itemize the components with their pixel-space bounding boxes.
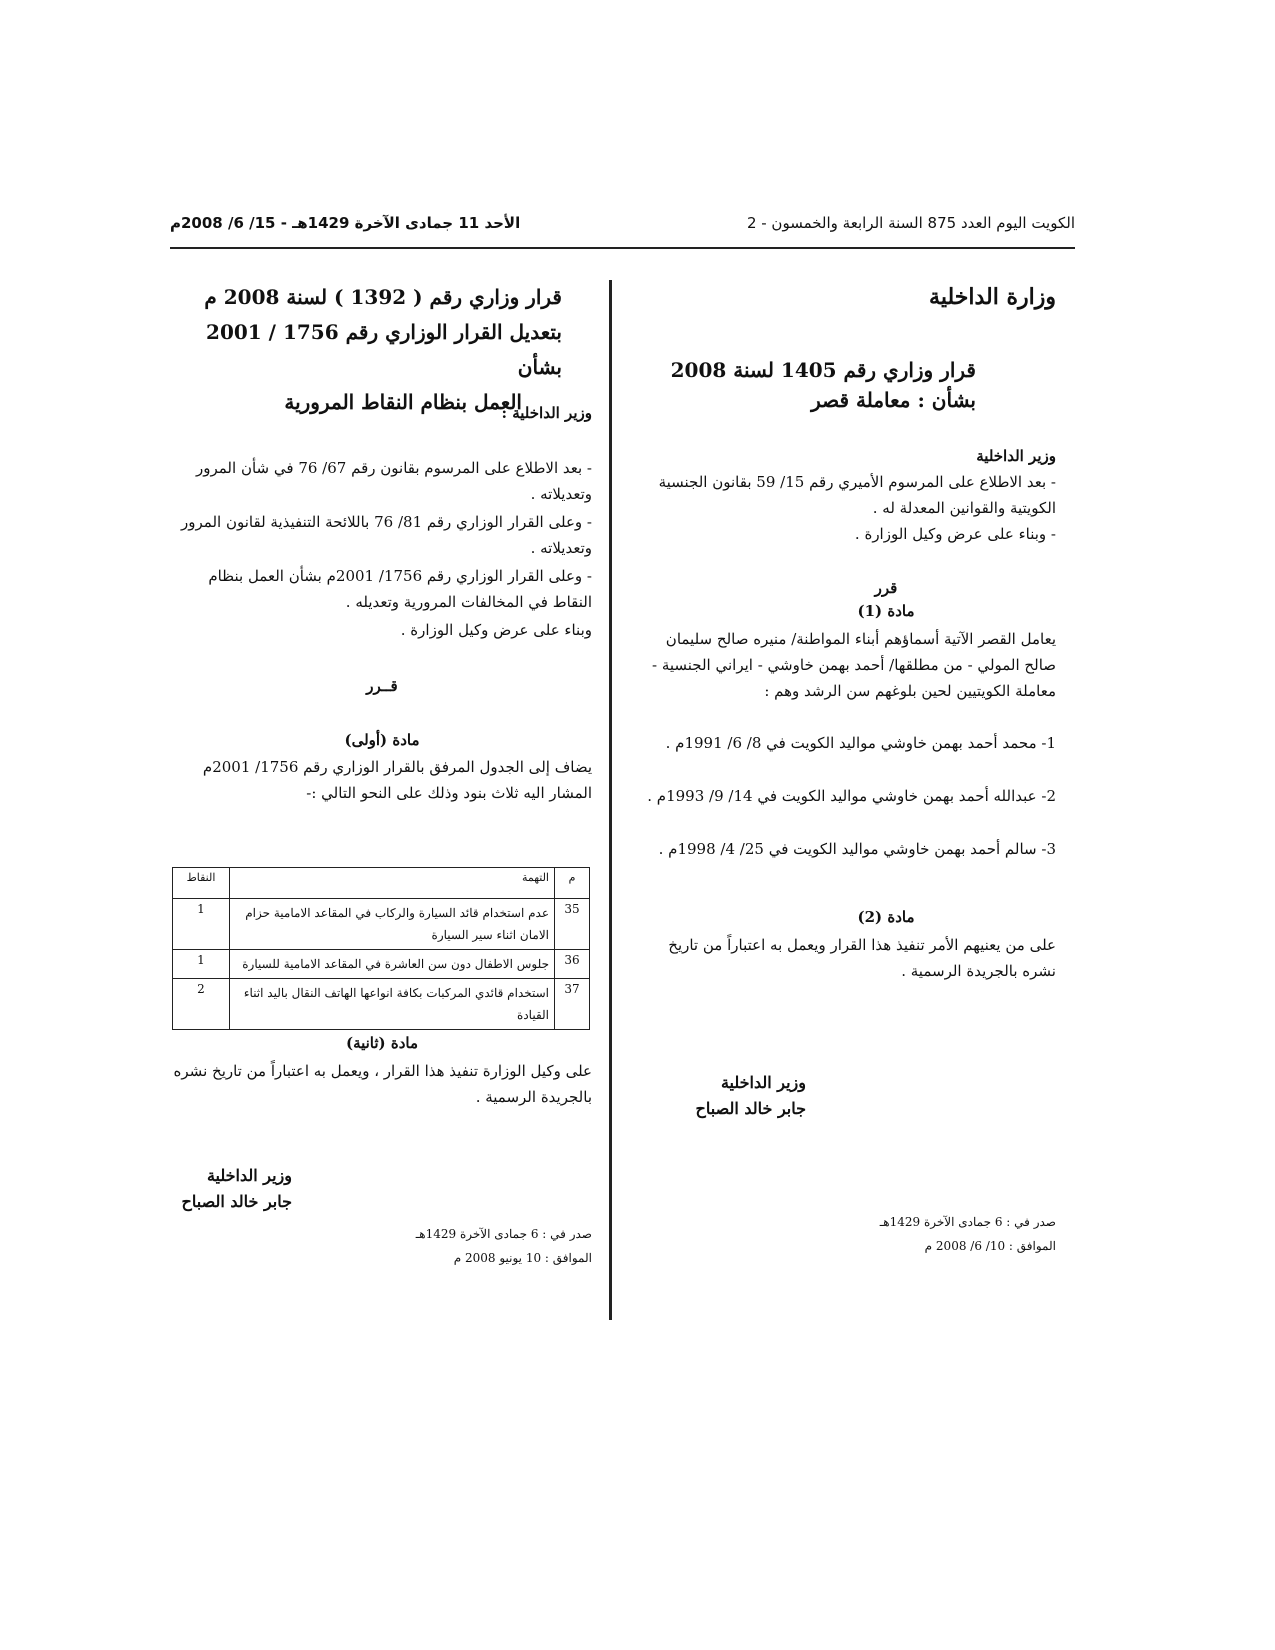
header-date: الأحد 11 جمادى الآخرة 1429هـ - 15/ 6/ 2008م <box>170 214 521 232</box>
article-title: مادة (2) <box>857 908 915 926</box>
decided-heading: قــرر <box>366 677 398 695</box>
issued-line: صدر في : 6 جمادى الآخرة 1429هـ <box>415 1227 592 1241</box>
row-points: 1 <box>173 899 230 950</box>
table-row <box>173 950 590 979</box>
decision-subject: بشأن : معاملة قصر <box>811 388 976 412</box>
page-header <box>170 214 1075 244</box>
signature-block <box>696 1070 806 1122</box>
article-title: مادة (أولى) <box>344 731 420 749</box>
article-text: يعامل القصر الآتية أسماؤهم أبناء المواطنة/ منيره صالح سليمان صالح المولي - من مطلقها/ أحمد بهمن خاوشي - ايراني الجنسية - معاملة الكويتيين لحين بلوغهم سن الرشد وهم : <box>651 630 1056 700</box>
issue-date-block <box>880 1210 1056 1258</box>
row-num: 35 <box>555 899 590 950</box>
row-points: 2 <box>173 979 230 1030</box>
table-header-row <box>173 868 590 899</box>
header-rule <box>170 247 1075 249</box>
signature-name: جابر خالد الصباح <box>695 1099 806 1118</box>
ministry-heading: وزارة الداخلية <box>929 284 1056 310</box>
preamble-item: - وعلى القرار الوزاري رقم 81/ 76 باللائحة التنفيذية لقانون المرور وتعديلاته . <box>181 513 592 557</box>
column-header-charge: التهمة <box>230 868 555 899</box>
decision-subject: بتعديل القرار الوزاري رقم 1756 / 2001 بشأن <box>206 320 562 379</box>
decision-title: قرار وزاري رقم ( 1392 ) لسنة 2008 م <box>204 285 562 309</box>
column-header-num: م <box>555 868 590 899</box>
article-title: مادة (ثانية) <box>345 1034 419 1052</box>
row-charge: جلوس الاطفال دون سن العاشرة في المقاعد الامامية للسيارة <box>230 950 555 979</box>
article-title: مادة (1) <box>857 602 915 620</box>
header-issue-info: الكويت اليوم العدد 875 السنة الرابعة والخمسون - 2 <box>746 214 1075 232</box>
left-column <box>172 280 592 1320</box>
table-row <box>173 899 590 950</box>
right-column <box>636 280 1056 1320</box>
decided-heading: قرر <box>874 579 898 597</box>
signature-block <box>182 1163 292 1215</box>
decision-subject: العمل بنظام النقاط المرورية <box>284 390 522 414</box>
points-table <box>172 867 590 1030</box>
preamble-item: - بعد الاطلاع على المرسوم الأميري رقم 15/ 59 بقانون الجنسية الكويتية والقوانين المعدلة له . <box>658 473 1056 517</box>
decision-title-block <box>671 355 976 415</box>
row-num: 37 <box>555 979 590 1030</box>
preamble-item: - وبناء على عرض وكيل الوزارة . <box>854 525 1056 543</box>
minister-label: وزير الداخلية : <box>501 404 592 422</box>
preamble-item: وبناء على عرض وكيل الوزارة . <box>400 621 592 639</box>
column-divider <box>609 280 612 1320</box>
table-row <box>173 979 590 1030</box>
row-num: 36 <box>555 950 590 979</box>
person-entry: 1- محمد أحمد بهمن خاوشي مواليد الكويت في 8/ 6/ 1991م . <box>665 734 1056 752</box>
article-text: على وكيل الوزارة تنفيذ هذا القرار ، ويعمل به اعتباراً من تاريخ نشره بالجريدة الرسمية . <box>173 1062 592 1106</box>
issue-date-block <box>416 1222 592 1270</box>
decision-title-block <box>172 280 562 420</box>
corresponding-line: الموافق : 10/ 6/ 2008 م <box>924 1239 1056 1253</box>
article-text: على من يعنيهم الأمر تنفيذ هذا القرار ويعمل به اعتباراً من تاريخ نشره بالجريدة الرسمية . <box>668 936 1056 980</box>
row-charge: استخدام قائدي المركبات بكافة انواعها الهاتف النقال باليد اثناء القيادة <box>230 979 555 1030</box>
row-charge: عدم استخدام قائد السيارة والركاب في المقاعد الامامية حزام الامان اثناء سير السيارة <box>230 899 555 950</box>
signature-title: وزير الداخلية <box>720 1073 806 1092</box>
preamble-item: - بعد الاطلاع على المرسوم بقانون رقم 67/ 76 في شأن المرور وتعديلاته . <box>196 459 592 503</box>
person-entry: 2- عبدالله أحمد بهمن خاوشي مواليد الكويت في 14/ 9/ 1993م . <box>647 787 1056 805</box>
issued-line: صدر في : 6 جمادى الآخرة 1429هـ <box>879 1215 1056 1229</box>
column-header-points: النقاط <box>173 868 230 899</box>
preamble-item: - وعلى القرار الوزاري رقم 1756/ 2001م بشأن العمل بنظام النقاط في المخالفات المرورية وتعديله . <box>208 567 592 611</box>
article-text: يضاف إلى الجدول المرفق بالقرار الوزاري رقم 1756/ 2001م المشار اليه ثلاث بنود وذلك على النحو التالي :- <box>202 758 592 802</box>
person-entry: 3- سالم أحمد بهمن خاوشي مواليد الكويت في 25/ 4/ 1998م . <box>658 840 1056 858</box>
decision-title: قرار وزاري رقم 1405 لسنة 2008 <box>670 358 976 382</box>
row-points: 1 <box>173 950 230 979</box>
signature-title: وزير الداخلية <box>206 1166 292 1185</box>
signature-name: جابر خالد الصباح <box>181 1192 292 1211</box>
minister-label: وزير الداخلية <box>976 447 1056 465</box>
corresponding-line: الموافق : 10 يونيو 2008 م <box>453 1251 592 1265</box>
